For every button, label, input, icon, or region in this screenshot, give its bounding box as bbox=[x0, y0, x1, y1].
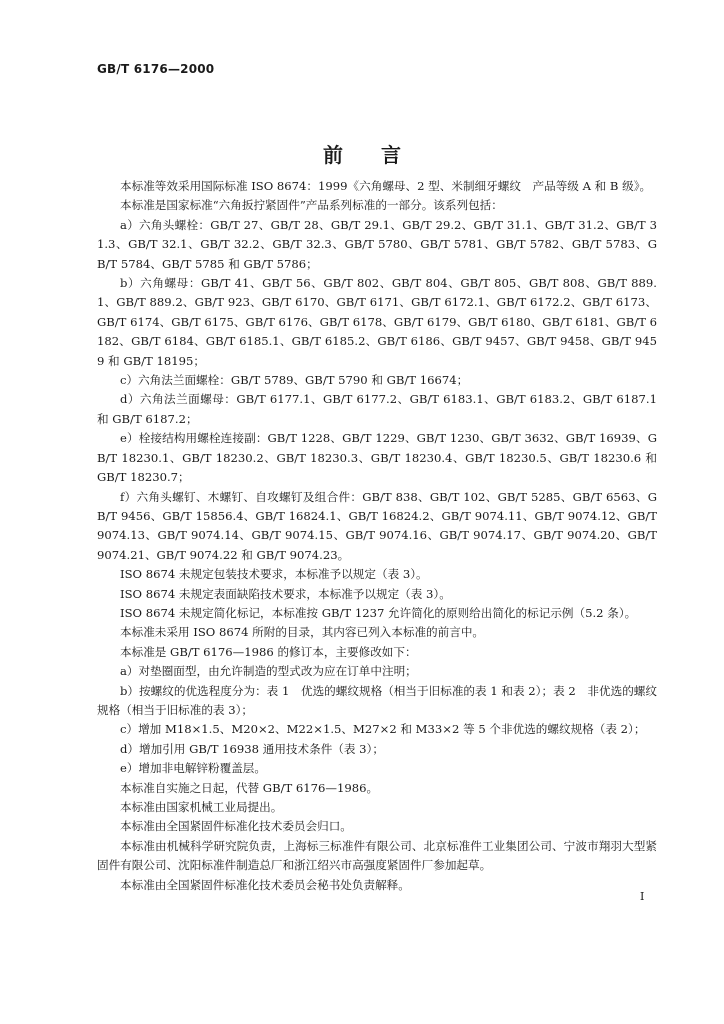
paragraph: 本标准由机械科学研究院负责，上海标三标准件有限公司、北京标准件工业集团公司、宁波市翔羽大型紧固件有限公司、沈阳标准件制造总厂和浙江绍兴市高强度紧固件厂参加起草。 bbox=[97, 838, 657, 873]
paragraph: 本标准是国家标准“六角扳拧紧固件”产品系列标准的一部分。该系列包括： bbox=[120, 198, 503, 213]
paragraph: ISO 8674 未规定简化标记，本标准按 GB/T 1237 允许简化的原则给出简化的标记示例（5.2 条）。 bbox=[120, 605, 637, 620]
paragraph: 本标准未采用 ISO 8674 所附的目录，其内容已列入本标准的前言中。 bbox=[120, 625, 485, 640]
paragraph: a）对垫圈面型，由允许制造的型式改为应在订单中注明； bbox=[120, 664, 417, 679]
paragraph: c）增加 M18×1.5、M20×2、M22×1.5、M27×2 和 M33×2 等 5 个非优选的螺纹规格（表 2）； bbox=[120, 722, 646, 737]
paragraph: ISO 8674 未规定表面缺陷技术要求，本标准予以规定（表 3）。 bbox=[120, 586, 451, 601]
foreword-body bbox=[97, 177, 657, 895]
document-code: GB/T 6176—2000 bbox=[97, 62, 215, 76]
paragraph: b）按螺纹的优选程度分为：表 1 优选的螺纹规格（相当于旧标准的表 1 和表 2）；表 2 非优选的螺纹规格（相当于旧标准的表 3）； bbox=[97, 683, 657, 717]
paragraph: 本标准由全国紧固件标准化技术委员会秘书处负责解释。 bbox=[120, 877, 410, 892]
paragraph: 本标准自实施之日起，代替 GB/T 6176—1986。 bbox=[120, 780, 379, 795]
paragraph: c）六角法兰面螺栓：GB/T 5789、GB/T 5790 和 GB/T 16674； bbox=[120, 373, 469, 388]
paragraph: ISO 8674 未规定包装技术要求，本标准予以规定（表 3）。 bbox=[120, 567, 428, 582]
paragraph: 本标准等效采用国际标准 ISO 8674：1999《六角螺母、2 型、米制细牙螺纹 产品等级 A 和 B 级》。 bbox=[120, 179, 652, 193]
paragraph: 本标准由全国紧固件标准化技术委员会归口。 bbox=[120, 819, 352, 834]
page-number: I bbox=[640, 890, 645, 903]
page-title: 前言 bbox=[323, 143, 439, 167]
paragraph: e）增加非电解锌粉覆盖层。 bbox=[120, 761, 266, 776]
paragraph: a）六角头螺栓：GB/T 27、GB/T 28、GB/T 29.1、GB/T 29.2、GB/T 31.1、GB/T 31.2、GB/T 31.3、GB/T 32.1、GB/T 32.2、GB/T 32.3、GB/T 5780、GB/T 5781、GB/T 5782、GB/T 5783、GB/T 5784、GB/T 5785 和 GB/T 5786； bbox=[97, 217, 657, 271]
paragraph: d）六角法兰面螺母：GB/T 6177.1、GB/T 6177.2、GB/T 6183.1、GB/T 6183.2、GB/T 6187.1 和 GB/T 6187.2； bbox=[97, 392, 657, 426]
paragraph: 本标准由国家机械工业局提出。 bbox=[120, 800, 283, 814]
paragraph: f）六角头螺钉、木螺钉、自攻螺钉及组合件：GB/T 838、GB/T 102、GB/T 5285、GB/T 6563、GB/T 9456、GB/T 15856.4、GB/T 16824.1、GB/T 16824.2、GB/T 9074.11、GB/T 9074.12、GB/T 9074.13、GB/T 9074.14、GB/T 9074.15、GB/T 9074.16、GB/T 9074.17、GB/T 9074.20、GB/T 9074.21、GB/T 9074.22 和 GB/T 9074.23。 bbox=[97, 489, 657, 562]
paragraph: d）增加引用 GB/T 16938 通用技术条件（表 3）； bbox=[120, 741, 384, 756]
paragraph: e）栓接结构用螺栓连接副：GB/T 1228、GB/T 1229、GB/T 1230、GB/T 3632、GB/T 16939、GB/T 18230.1、GB/T 18230.2、GB/T 18230.3、GB/T 18230.4、GB/T 18230.5、GB/T 18230.6 和 GB/T 18230.7； bbox=[97, 431, 657, 485]
paragraph: b）六角螺母：GB/T 41、GB/T 56、GB/T 802、GB/T 804、GB/T 805、GB/T 808、GB/T 889.1、GB/T 889.2、GB/T 923、GB/T 6170、GB/T 6171、GB/T 6172.1、GB/T 6172.2、GB/T 6173、GB/T 6174、GB/T 6175、GB/T 6176、GB/T 6178、GB/T 6179、GB/T 6180、GB/T 6181、GB/T 6182、GB/T 6184、GB/T 6185.1、GB/T 6185.2、GB/T 6186、GB/T 9457、GB/T 9458、GB/T 9459 和 GB/T 18195； bbox=[97, 276, 657, 368]
paragraph: 本标准是 GB/T 6176—1986 的修订本，主要修改如下： bbox=[120, 644, 417, 659]
